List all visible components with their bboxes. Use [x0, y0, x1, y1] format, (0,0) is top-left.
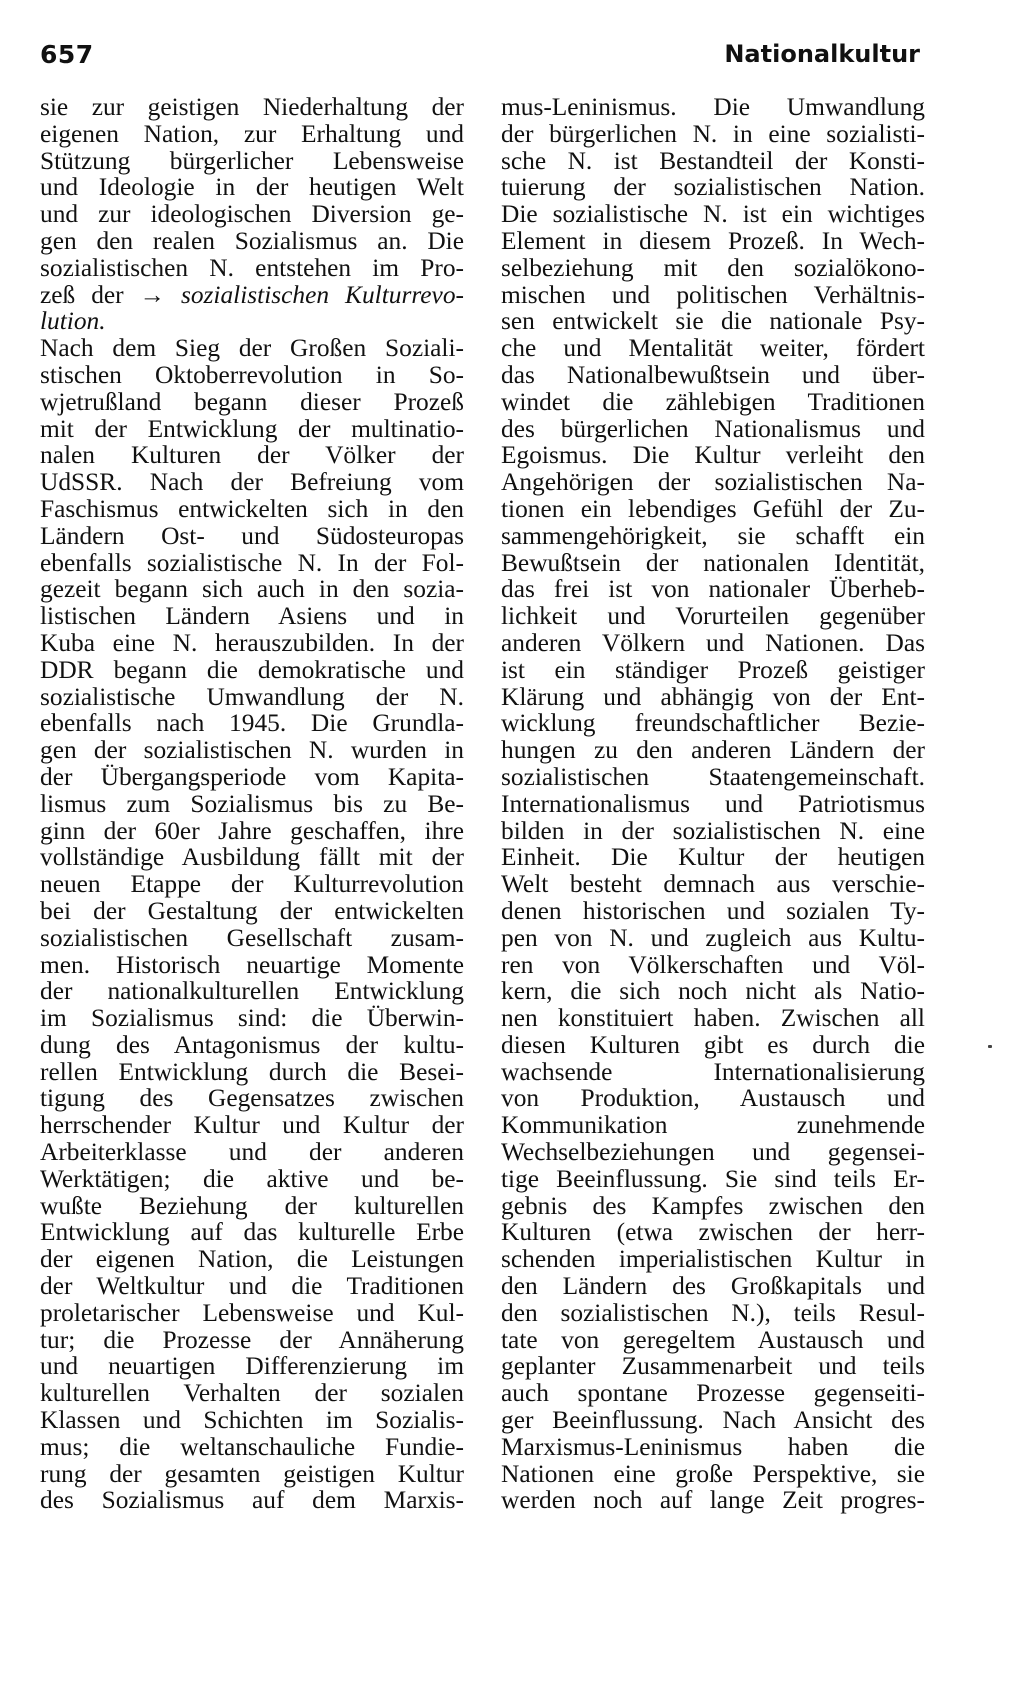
text-line: stischen Oktoberrevolution in So-	[40, 360, 464, 389]
text-line: werden noch auf lange Zeit progres-	[501, 1486, 925, 1515]
text-line: wußte Beziehung der kulturellen	[40, 1191, 464, 1220]
text-line: wicklung freundschaftlicher Bezie-	[501, 709, 925, 738]
text-line: und zur ideologischen Diversion ge-	[40, 200, 464, 229]
text-line: und Ideologie in der heutigen Welt	[40, 173, 464, 202]
text-line: der eigenen Nation, die Leistungen	[40, 1245, 464, 1274]
text-line: tate von geregeltem Austausch und	[501, 1325, 925, 1354]
text-line: ist ein ständiger Prozeß geistiger	[501, 655, 925, 684]
text-line: Die sozialistische N. ist ein wichtiges	[501, 200, 925, 229]
text-line: geplanter Zusammenarbeit und teils	[501, 1352, 925, 1381]
text-line: Welt besteht demnach aus verschie-	[501, 870, 925, 899]
text-line: sozialistischen Staatengemeinschaft.	[501, 762, 925, 791]
scan-speck	[988, 1045, 992, 1048]
text-line: Bewußtsein der nationalen Identität,	[501, 548, 925, 577]
text-line: sozialistischen Gesellschaft zusam-	[40, 923, 464, 952]
text-line: lismus zum Sozialismus bis zu Be-	[40, 789, 464, 818]
page-number: 657	[40, 40, 94, 69]
right-column	[501, 94, 925, 1514]
text-line: gen der sozialistischen N. wurden in	[40, 736, 464, 765]
text-line: pen von N. und zugleich aus Kultu-	[501, 923, 925, 952]
text-line: Klassen und Schichten im Sozialis-	[40, 1406, 464, 1435]
text-line: und neuartigen Differenzierung im	[40, 1352, 464, 1381]
text-line: gezeit begann sich auch in den sozia-	[40, 575, 464, 604]
text-line: tuierung der sozialistischen Nation.	[501, 173, 925, 202]
text-line: auch spontane Prozesse gegenseiti-	[501, 1379, 925, 1408]
text-line: lichkeit und Vorurteilen gegenüber	[501, 602, 925, 631]
text-line: selbeziehung mit den sozialökono-	[501, 253, 925, 282]
text-line: von Produktion, Austausch und	[501, 1084, 925, 1113]
paragraph-end-line	[40, 308, 464, 335]
text-line: gen den realen Sozialismus an. Die	[40, 226, 464, 255]
text-line: sozialistischen N. entstehen im Pro-	[40, 253, 464, 282]
text-line: der bürgerlichen N. in eine sozialisti-	[501, 119, 925, 148]
text-line: nen konstituiert haben. Zwischen all	[501, 1004, 925, 1033]
running-head: Nationalkultur	[724, 40, 920, 68]
text-line: eigenen Nation, zur Erhaltung und	[40, 119, 464, 148]
text-line: kern, die sich noch nicht als Natio-	[501, 977, 925, 1006]
text-line: Kulturen (etwa zwischen der herr-	[501, 1218, 925, 1247]
cross-reference-line	[40, 282, 464, 309]
text-fragment: zeß der	[40, 280, 124, 309]
text-line: des bürgerlichen Nationalismus und	[501, 414, 925, 443]
text-line: Nationen eine große Perspektive, sie	[501, 1459, 925, 1488]
text-line: dung des Antagonismus der kultu-	[40, 1030, 464, 1059]
text-line: Faschismus entwickelten sich in den	[40, 494, 464, 523]
text-line: sozialistische Umwandlung der N.	[40, 682, 464, 711]
text-line: Nach dem Sieg der Großen Soziali-	[40, 334, 464, 363]
text-line: Einheit. Die Kultur der heutigen	[501, 843, 925, 872]
text-line: den sozialistischen N.), teils Resul-	[501, 1298, 925, 1327]
text-line: sen entwickelt sie die nationale Psy-	[501, 307, 925, 336]
text-line: kulturellen Verhalten der sozialen	[40, 1379, 464, 1408]
text-line: anderen Völkern und Nationen. Das	[501, 628, 925, 657]
text-line: schenden imperialistischen Kultur in	[501, 1245, 925, 1274]
page-header	[40, 40, 920, 80]
text-line: der Übergangsperiode vom Kapita-	[40, 762, 464, 791]
text-line: Angehörigen der sozialistischen Na-	[501, 468, 925, 497]
text-line: Ländern Ost- und Südosteuropas	[40, 521, 464, 550]
text-line: im Sozialismus sind: die Überwin-	[40, 1004, 464, 1033]
text-line: mischen und politischen Verhältnis-	[501, 280, 925, 309]
text-line: windet die zählebigen Traditionen	[501, 387, 925, 416]
text-line: sie zur geistigen Niederhaltung der	[40, 93, 464, 121]
text-line: Egoismus. Die Kultur verleiht den	[501, 441, 925, 470]
text-line: Kommunikation zunehmende	[501, 1111, 925, 1140]
text-line: herrschender Kultur und Kultur der	[40, 1111, 464, 1140]
text-line: ginn der 60er Jahre geschaffen, ihre	[40, 816, 464, 845]
text-line: Werktätigen; die aktive und be-	[40, 1164, 464, 1193]
text-line: wjetrußland begann dieser Prozeß	[40, 387, 464, 416]
text-line: gebnis des Kampfes zwischen den	[501, 1191, 925, 1220]
text-line: DDR begann die demokratische und	[40, 655, 464, 684]
text-line: tige Beeinflussung. Sie sind teils Er-	[501, 1164, 925, 1193]
text-line: bei der Gestaltung der entwickelten	[40, 896, 464, 925]
cross-reference-link[interactable]: sozialistischen Kulturrevo-	[180, 280, 464, 309]
text-line: Internationalismus und Patriotismus	[501, 789, 925, 818]
text-line: Klärung und abhängig von der Ent-	[501, 682, 925, 711]
text-line: UdSSR. Nach der Befreiung vom	[40, 468, 464, 497]
text-line: ren von Völkerschaften und Völ-	[501, 950, 925, 979]
text-line: das frei ist von nationaler Überheb-	[501, 575, 925, 604]
text-line: neuen Etappe der Kulturrevolution	[40, 870, 464, 899]
text-line: denen historischen und sozialen Ty-	[501, 896, 925, 925]
text-line: der Weltkultur und die Traditionen	[40, 1272, 464, 1301]
text-line: tionen ein lebendiges Gefühl der Zu-	[501, 494, 925, 523]
text-line: vollständige Ausbildung fällt mit der	[40, 843, 464, 872]
text-line: ebenfalls sozialistische N. In der Fol-	[40, 548, 464, 577]
text-line: hungen zu den anderen Ländern der	[501, 736, 925, 765]
arrow-icon: →	[139, 280, 165, 309]
text-line: den Ländern des Großkapitals und	[501, 1272, 925, 1301]
text-line: wachsende Internationalisierung	[501, 1057, 925, 1086]
text-line: sche N. ist Bestandteil der Konsti-	[501, 146, 925, 175]
text-line: listischen Ländern Asiens und in	[40, 602, 464, 631]
text-line: che und Mentalität weiter, fördert	[501, 334, 925, 363]
text-line: ebenfalls nach 1945. Die Grundla-	[40, 709, 464, 738]
text-line: das Nationalbewußtsein und über-	[501, 360, 925, 389]
text-line: sammengehörigkeit, sie schafft ein	[501, 521, 925, 550]
text-line: Kuba eine N. herauszubilden. In der	[40, 628, 464, 657]
text-line: rung der gesamten geistigen Kultur	[40, 1459, 464, 1488]
text-line: der nationalkulturellen Entwicklung	[40, 977, 464, 1006]
text-line: tur; die Prozesse der Annäherung	[40, 1325, 464, 1354]
cross-reference-link-end[interactable]: lution.	[40, 307, 106, 336]
text-line: diesen Kulturen gibt es durch die	[501, 1030, 925, 1059]
text-line: mit der Entwicklung der multinatio-	[40, 414, 464, 443]
text-line: Entwicklung auf das kulturelle Erbe	[40, 1218, 464, 1247]
text-line: Wechselbeziehungen und gegensei-	[501, 1138, 925, 1167]
text-line: ger Beeinflussung. Nach Ansicht des	[501, 1406, 925, 1435]
text-line: mus-Leninismus. Die Umwandlung	[501, 93, 925, 121]
text-line: bilden in der sozialistischen N. eine	[501, 816, 925, 845]
text-line: proletarischer Lebensweise und Kul-	[40, 1298, 464, 1327]
text-line: Arbeiterklasse und der anderen	[40, 1138, 464, 1167]
text-line: Element in diesem Prozeß. In Wech-	[501, 226, 925, 255]
left-column	[40, 94, 464, 1514]
text-line: nalen Kulturen der Völker der	[40, 441, 464, 470]
text-line: men. Historisch neuartige Momente	[40, 950, 464, 979]
text-line: mus; die weltanschauliche Fundie-	[40, 1432, 464, 1461]
text-line: Marxismus-Leninismus haben die	[501, 1432, 925, 1461]
text-line: Stützung bürgerlicher Lebensweise	[40, 146, 464, 175]
text-line: des Sozialismus auf dem Marxis-	[40, 1486, 464, 1515]
text-line: tigung des Gegensatzes zwischen	[40, 1084, 464, 1113]
text-line: rellen Entwicklung durch die Besei-	[40, 1057, 464, 1086]
